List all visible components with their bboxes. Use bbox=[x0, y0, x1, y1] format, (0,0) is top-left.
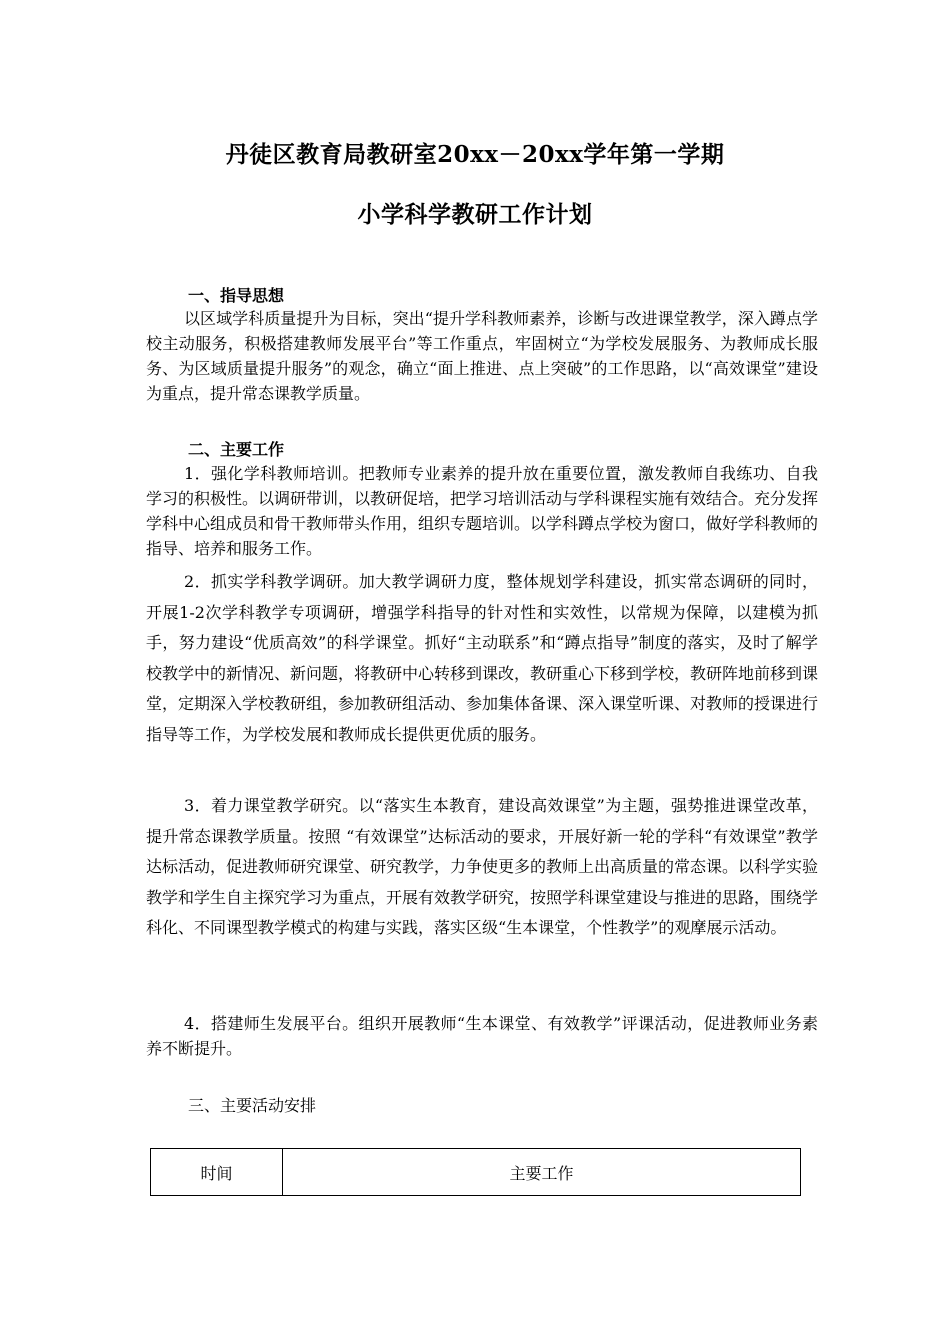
guiding-paragraph: 以区域学科质量提升为目标，突出“提升学科教师素养，诊断与改进课堂教学，深入蹲点学校主动服务，积极搭建教师发展平台”等工作重点，牢固树立“为学校发展服务、为教师成长服务、为区域质量提升服务”的观念，确立“面上推进、点上突破”的工作思路，以“高效课堂”建设为重点，提升常态课教学质量。 bbox=[146, 309, 818, 403]
main-work-item-3: 3．着力课堂教学研究。以“落实生本教育，建设高效课堂”为主题，强势推进课堂改革，提升常态课教学质量。按照 “有效课堂”达标活动的要求，开展好新一轮的学科“有效课堂”教学达标活动，促进教师研究课堂、研究教学，力争使更多的教师上出高质量的常态课。以科学实验教学和学生自主探究学习为重点，开展有效教学研究，按照学科课堂建设与推进的思路，围绕学科化、不同课型教学模式的构建与实践，落实区级“生本课堂，个性教学”的观摩展示活动。 bbox=[146, 796, 819, 937]
table-header-time: 时间 bbox=[151, 1149, 283, 1196]
document-subtitle: 小学科学教研工作计划 bbox=[357, 201, 593, 228]
section-heading-activities: 三、主要活动安排 bbox=[188, 1096, 317, 1115]
activity-schedule-table bbox=[150, 1148, 801, 1196]
section-heading-guiding: 一、指导思想 bbox=[188, 286, 285, 305]
document-title: 丹徒区教育局教研室20xx－20xx学年第一学期 bbox=[225, 141, 725, 168]
main-work-item-2: 2．抓实学科教学调研。加大教学调研力度，整体规划学科建设，抓实常态调研的同时，开展1-2次学科教学专项调研，增强学科指导的针对性和实效性，以常规为保障，以建模为抓手，努力建设“优质高效”的科学课堂。抓好“主动联系”和“蹲点指导”制度的落实，及时了解学校教学中的新情况、新问题，将教研中心转移到课改，教研重心下移到学校，教研阵地前移到课堂，定期深入学校教研组，参加教研组活动、参加集体备课、深入课堂听课、对教师的授课进行指导等工作，为学校发展和教师成长提供更优质的服务。 bbox=[146, 572, 819, 744]
table-header-row bbox=[151, 1149, 801, 1196]
table-header-main-work: 主要工作 bbox=[283, 1149, 801, 1196]
main-work-item-1: 1．强化学科教师培训。把教师专业素养的提升放在重要位置，激发教师自我练功、自我学习的积极性。以调研带训，以教研促培，把学习培训活动与学科课程实施有效结合。充分发挥学科中心组成员和骨干教师带头作用，组织专题培训。以学科蹲点学校为窗口，做好学科教师的指导、培养和服务工作。 bbox=[146, 464, 819, 558]
main-work-item-4: 4．搭建师生发展平台。组织开展教师“生本课堂、有效教学”评课活动，促进教师业务素养不断提升。 bbox=[146, 1014, 818, 1058]
section-heading-main-work: 二、主要工作 bbox=[188, 440, 285, 459]
